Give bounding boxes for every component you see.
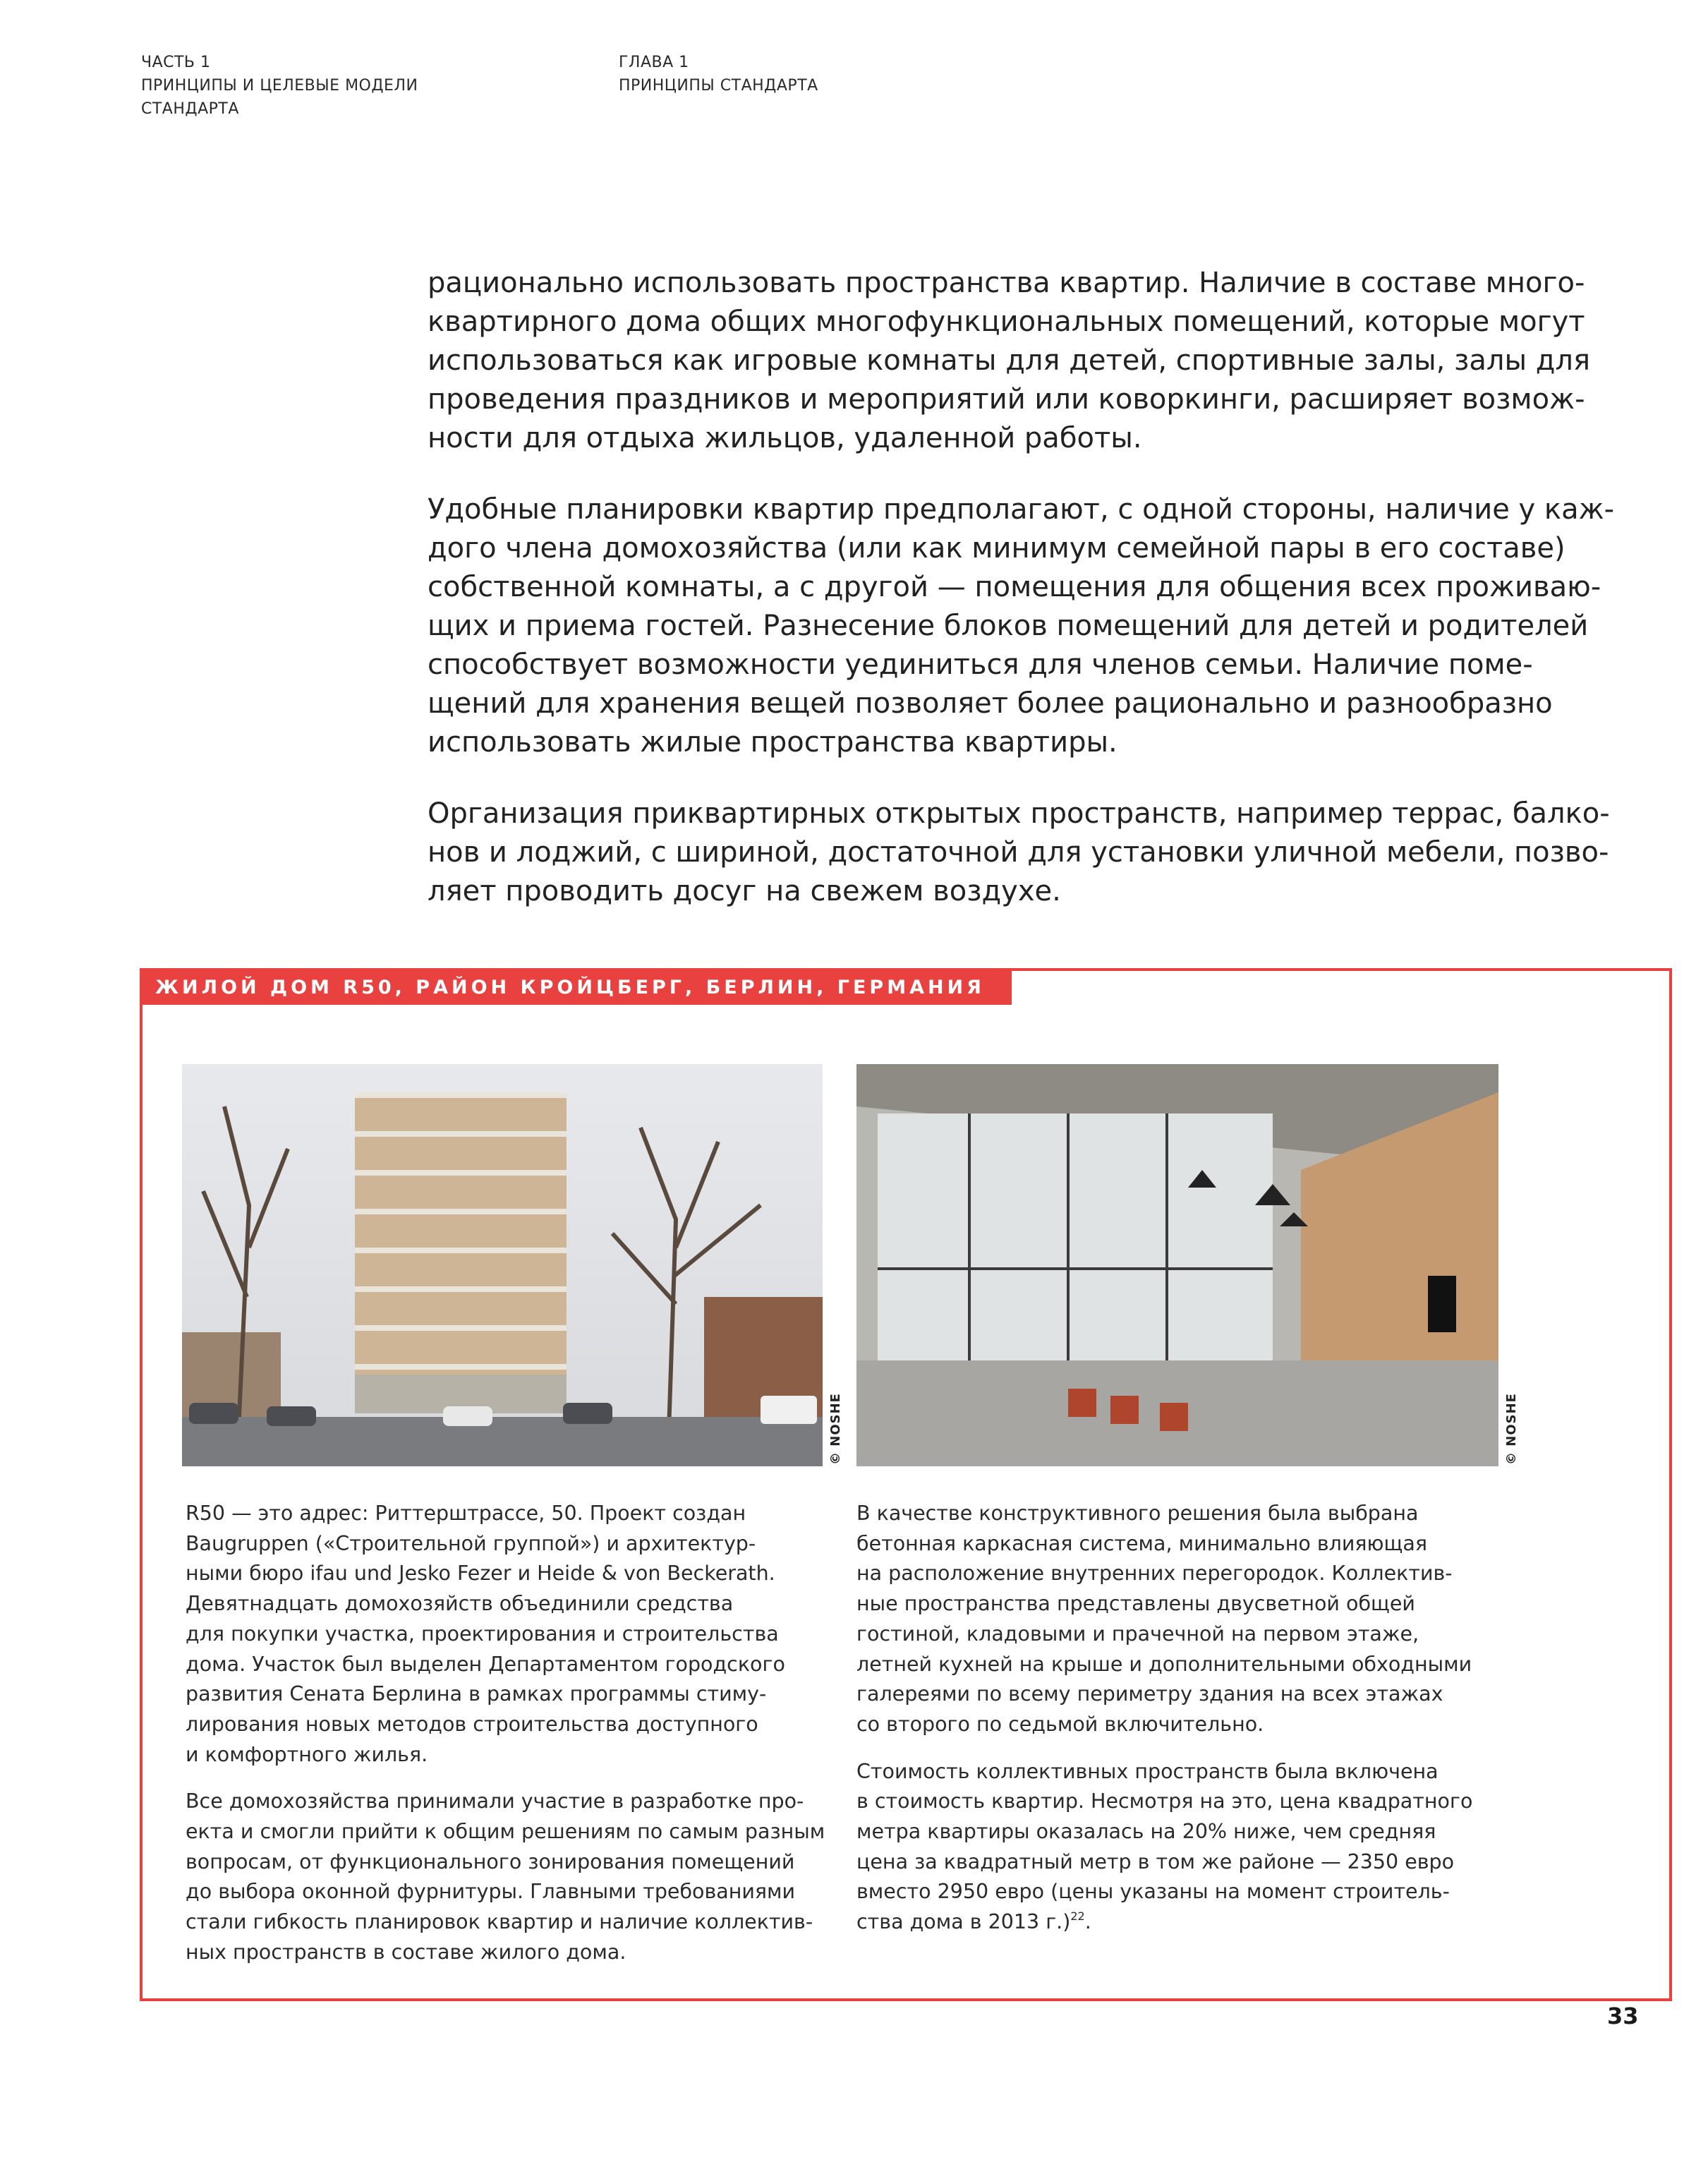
photo-credit xyxy=(1500,1389,1524,1466)
text-line: Удобные планировки квартир предполагают, с одной стороны, наличие у каж- xyxy=(428,493,1615,526)
case-paragraph xyxy=(856,1499,1506,1740)
header-part-line: ПРИНЦИПЫ И ЦЕЛЕВЫЕ МОДЕЛИ xyxy=(141,77,418,95)
photo-credit-text: © NOSHE xyxy=(1504,1393,1519,1465)
text-line: и комфортного жилья. xyxy=(186,1742,428,1766)
text-line: бетонная каркасная система, минимально влияющая xyxy=(856,1531,1427,1555)
text-line: до выбора оконной фурнитуры. Главными требованиями xyxy=(186,1880,796,1904)
text-line: ных пространств в составе жилого дома. xyxy=(186,1940,626,1964)
text-line: стали гибкость планировок квартир и наличие коллектив- xyxy=(186,1910,813,1934)
photo-credit-text: © NOSHE xyxy=(828,1393,843,1465)
case-paragraph xyxy=(186,1787,825,1967)
text-line: щих и приема гостей. Разнесение блоков помещений для детей и родителей xyxy=(428,610,1589,642)
case-paragraph xyxy=(186,1499,820,1770)
text-line: ляет проводить досуг на свежем воздухе. xyxy=(428,875,1061,907)
text-line: цена за квадратный метр в том же районе — 2350 евро xyxy=(856,1849,1455,1873)
photo-credit xyxy=(824,1389,848,1466)
text-line: собственной комнаты, а с другой — помещения для общения всех проживаю- xyxy=(428,571,1601,603)
text-line: нов и лоджий, с шириной, достаточной для установки уличной мебели, позво- xyxy=(428,836,1609,869)
page-number: 33 xyxy=(1607,2003,1639,2029)
body-paragraph xyxy=(428,795,1610,911)
text-line: вопросам, от функционального зонирования помещений xyxy=(186,1849,795,1873)
text-line: способствует возможности уединиться для членов семьи. Наличие поме- xyxy=(428,648,1533,681)
text-line: со второго по седьмой включительно. xyxy=(856,1712,1264,1736)
text-line: метра квартиры оказалась на 20% ниже, чем средняя xyxy=(856,1820,1436,1844)
text-line: гостиной, кладовыми и прачечной на первом этаже, xyxy=(856,1622,1419,1646)
interior-photo xyxy=(856,1064,1498,1466)
text-line: в стоимость квартир. Несмотря на это, цена квадратного xyxy=(856,1789,1473,1813)
text-line: Организация приквартирных открытых пространств, например террас, балко- xyxy=(428,797,1610,830)
text-line: для покупки участка, проектирования и строительства xyxy=(186,1622,779,1646)
text-line: R50 — это адрес: Риттерштрассе, 50. Проект создан xyxy=(186,1502,746,1525)
text-line: екта и смогли прийти к общим решениям по самым разным xyxy=(186,1820,825,1844)
case-study-left-column xyxy=(186,1499,825,1985)
header-part xyxy=(141,51,418,121)
text-line: щений для хранения вещей позволяет более рационально и разнообразно xyxy=(428,687,1553,720)
header-chapter-line: ПРИНЦИПЫ СТАНДАРТА xyxy=(619,77,818,95)
header-part-line: ЧАСТЬ 1 xyxy=(141,54,211,71)
text-line: рационально использовать пространства квартир. Наличие в составе много- xyxy=(428,267,1585,299)
header-part-line: СТАНДАРТА xyxy=(141,100,239,118)
text-line: Baugruppen («Строительной группой») и архитектур- xyxy=(186,1531,756,1555)
text-line: квартирного дома общих многофункциональных помещений, которые могут xyxy=(428,306,1585,338)
text-line: использоваться как игровые комнаты для детей, спортивные залы, залы для xyxy=(428,344,1591,377)
text-line: вместо 2950 евро (цены указаны на момент строитель- xyxy=(856,1880,1450,1904)
case-paragraph xyxy=(856,1757,1506,1938)
text-line: ные пространства представлены двусветной общей xyxy=(856,1592,1415,1616)
text-line: летней кухней на крыше и дополнительными обходными xyxy=(856,1652,1472,1676)
text-line: Девятнадцать домохозяйств объединили средства xyxy=(186,1592,734,1616)
text-line: В качестве конструктивного решения была выбрана xyxy=(856,1502,1419,1525)
case-study-title: ЖИЛОЙ ДОМ R50, РАЙОН КРОЙЦБЕРГ, БЕРЛИН, ГЕРМАНИЯ xyxy=(143,971,1012,1005)
body-text xyxy=(428,264,1615,943)
header-chapter xyxy=(619,51,818,97)
text-line: дома. Участок был выделен Департаментом городского xyxy=(186,1652,785,1676)
text-line: на расположение внутренних перегородок. Коллектив- xyxy=(856,1562,1453,1586)
text-line: Стоимость коллективных пространств была включена xyxy=(856,1759,1439,1783)
text-line-content: ства дома в 2013 г.) xyxy=(856,1910,1071,1934)
text-line: ства дома в 2013 г.)$^{22}$. xyxy=(856,1909,1091,1934)
building-exterior-photo xyxy=(182,1064,823,1466)
text-line: дого члена домохозяйства (или как минимум семейной пары в его составе) xyxy=(428,532,1565,565)
body-paragraph xyxy=(428,264,1591,458)
text-line: ными бюро ifau und Jesko Fezer и Heide & von Beckerath. xyxy=(186,1562,775,1586)
text-line: Все домохозяйства принимали участие в разработке про- xyxy=(186,1789,804,1813)
header-chapter-line: ГЛАВА 1 xyxy=(619,54,689,71)
text-line: лирования новых методов строительства доступного xyxy=(186,1712,758,1736)
text-line: проведения праздников и мероприятий или коворкинги, расширяет возмож- xyxy=(428,383,1585,416)
text-line: ности для отдыха жильцов, удаленной работы. xyxy=(428,422,1142,454)
text-line: использовать жилые пространства квартиры. xyxy=(428,726,1118,759)
text-line: галереями по всему периметру здания на всех этажах xyxy=(856,1682,1443,1706)
case-study-right-column xyxy=(856,1499,1506,1955)
text-line: развития Сената Берлина в рамках программы стиму- xyxy=(186,1682,767,1706)
footnote-ref[interactable]: 22 xyxy=(1070,1909,1085,1924)
body-paragraph xyxy=(428,490,1615,762)
